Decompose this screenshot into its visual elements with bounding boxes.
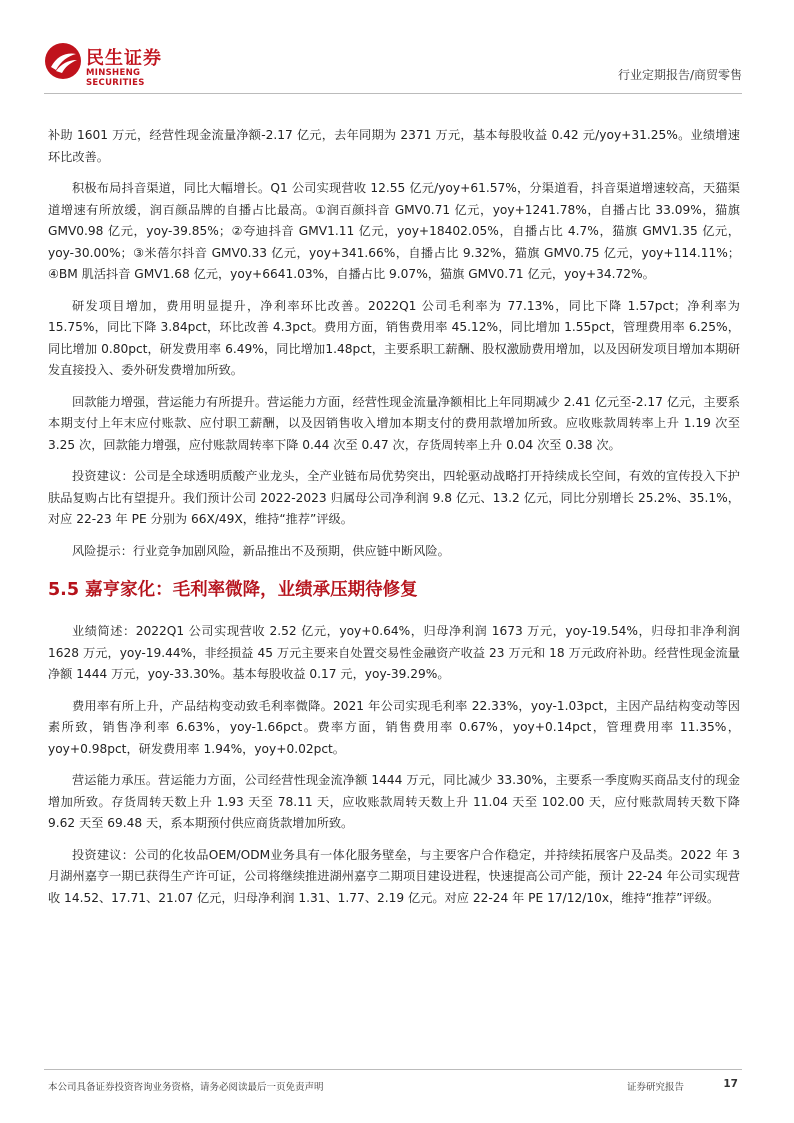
- footer-divider: [44, 1069, 742, 1070]
- logo-english-name: MINSHENG SECURITIES: [86, 68, 145, 88]
- body-paragraph: 风险提示：行业竞争加剧风险，新品推出不及预期，供应链中断风险。: [72, 543, 450, 558]
- page-header: [44, 40, 742, 90]
- body-paragraph: 补助 1601 万元，经营性现金流量净额-2.17 亿元，去年同期为 2371 万元，基本每股收益 0.42 元/yoy+31.25%。业绩增速环比改善。: [48, 128, 740, 164]
- footer-disclaimer: 本公司具备证券投资咨询业务资格，请务必阅读最后一页免责声明: [48, 1082, 324, 1093]
- body-paragraph: 营运能力承压。营运能力方面，公司经营性现金流净额 1444 万元，同比减少 33.30%，主要系一季度购买商品支付的现金增加所致。存货周转天数上升 1.93 天至 78.11 天，应收账款周转天数上升 11.04 天至 102.00 天，应付账款周转天数下降 9.62 天至 69.48 天，系本期预付供应商货款增加所致。: [48, 773, 740, 830]
- minsheng-logo: [44, 40, 194, 88]
- logo-chinese-name: 民生证券: [86, 48, 162, 69]
- body-paragraph: 积极布局抖音渠道，同比大幅增长。Q1 公司实现营收 12.55 亿元/yoy+61.57%，分渠道看，抖音渠道增速较高，天猫渠道增速有所放缓，润百颜品牌的自播占比最高。①润百颜抖音 GMV0.71 亿元，yoy+1241.78%，自播占比 33.09%，猫旗 GMV0.98 亿元，yoy-39.85%；②夸迪抖音 GMV1.11 亿元，yoy+18402.05%，自播占比 4.7%，猫旗 GMV1.35 亿元，yoy-30.00%；③米蓓尔抖音 GMV0.33 亿元，yoy+341.66%，自播占比 9.32%，猫旗 GMV0.75 亿元，yoy+114.11%；④BM 肌活抖音 GMV1.68 亿元，yoy+6641.03%，自播占比 9.07%，猫旗 GMV0.71 亿元，yoy+34.72%。: [48, 181, 740, 281]
- header-divider: [44, 93, 742, 94]
- body-paragraph: 回款能力增强，营运能力有所提升。营运能力方面，经营性现金流量净额相比上年同期减少 2.41 亿元至-2.17 亿元，主要系本期支付上年末应付账款、应付职工薪酬，以及因销售收入增加本期支付的费用款增加所致。应收账款周转率上升 1.19 次至 3.25 次，回款能力增强，应付账款周转率下降 0.44 次至 0.47 次，存货周转率上升 0.04 次至 0.38 次。: [48, 394, 740, 452]
- minsheng-logo-icon: [44, 42, 82, 80]
- body-paragraph: 业绩简述：2022Q1 公司实现营收 2.52 亿元，yoy+0.64%，归母净利润 1673 万元，yoy-19.54%，归母扣非净利润 1628 万元，yoy-19.44%，非经损益 45 万元主要来自处置交易性金融资产收益 23 万元和 18 万元政府补助。经营性现金流量净额 1444 万元，yoy-33.30%。基本每股收益 0.17 元，yoy-39.29%。: [48, 624, 740, 681]
- report-body: [48, 125, 740, 919]
- report-category: 行业定期报告/商贸零售: [617, 68, 742, 82]
- page-number: 17: [723, 1078, 738, 1090]
- body-paragraph: 费用率有所上升，产品结构变动致毛利率微降。2021 年公司实现毛利率 22.33%，yoy-1.03pct，主因产品结构变动等因素所致，销售净利率 6.63%，yoy-1.66pct。费率方面，销售费用率 0.67%，yoy+0.14pct，管理费用率 11.35%，yoy+0.98pct，研发费用率 1.94%，yoy+0.02pct。: [48, 698, 740, 756]
- footer-report-type: 证券研究报告: [626, 1082, 684, 1093]
- body-paragraph: 投资建议：公司是全球透明质酸产业龙头，全产业链布局优势突出，四轮驱动战略打开持续成长空间，有效的宣传投入下护肤品复购占比有望提升。我们预计公司 2022-2023 归属母公司净利润 9.8 亿元、13.2 亿元，同比分别增长 25.2%、35.1%，对应 22-23 年 PE 分别为 66X/49X，维持“推荐”评级。: [48, 469, 740, 526]
- body-paragraph: 研发项目增加，费用明显提升，净利率环比改善。2022Q1 公司毛利率为 77.13%，同比下降 1.57pct；净利率为 15.75%，同比下降 3.84pct，环比改善 4.3pct。费用方面，销售费用率 45.12%，同比增加 1.55pct，管理费用率 6.25%，同比增加 0.80pct，研发费用率 6.49%，同比增加1.48pct，主要系职工薪酬、股权激励费用增加，以及因研发项目增加本期研发直接投入、委外研发费增加所致。: [48, 298, 740, 377]
- body-paragraph: 投资建议：公司的化妆品OEM/ODM业务具有一体化服务壁垒，与主要客户合作稳定，并持续拓展客户及品类。2022 年 3 月湖州嘉亨一期已获得生产许可证，公司将继续推进湖州嘉亨二期项目建设进程，快速提高公司产能，预计 22-24 年公司实现营收 14.52、17.71、21.07 亿元，归母净利润 1.31、1.77、2.19 亿元。对应 22-24 年 PE 17/12/10x，维持“推荐”评级。: [48, 847, 740, 905]
- section-heading: 5.5 嘉亨家化：毛利率微降，业绩承压期待修复: [48, 580, 418, 600]
